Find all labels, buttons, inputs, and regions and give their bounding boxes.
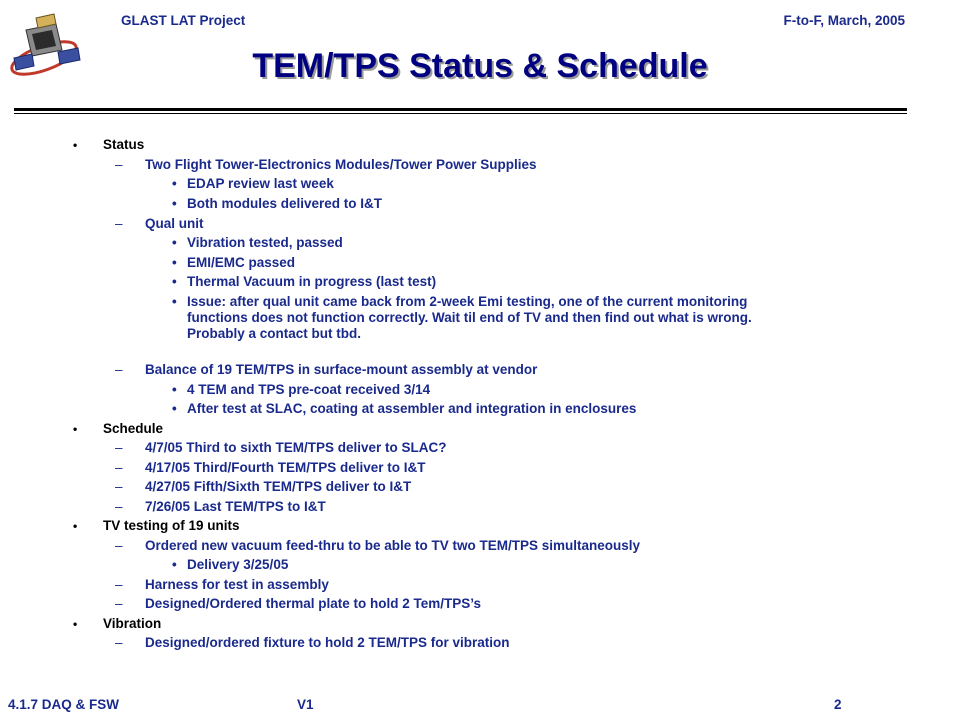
bullet-marker: • xyxy=(172,274,177,289)
outline-subsubitem xyxy=(172,255,296,271)
outline-text: 4/17/05 Third/Fourth TEM/TPS deliver to I&T xyxy=(145,460,426,475)
outline-text: Delivery 3/25/05 xyxy=(187,557,289,572)
outline-text: 4 TEM and TPS pre-coat received 3/14 xyxy=(187,382,431,397)
dash-marker: – xyxy=(115,362,123,377)
outline-text: 4/27/05 Fifth/Sixth TEM/TPS deliver to I&T xyxy=(145,479,412,494)
outline-item xyxy=(73,137,145,153)
outline-text: EDAP review last week xyxy=(187,176,334,191)
outline-text: 4/7/05 Third to sixth TEM/TPS deliver to SLAC? xyxy=(145,440,447,455)
bullet-marker: • xyxy=(172,401,177,416)
bullet-marker: • xyxy=(172,557,177,572)
outline-subsubitem xyxy=(172,235,343,251)
bullet-marker: • xyxy=(172,176,177,191)
outline-subitem xyxy=(115,596,482,612)
bullet-marker: • xyxy=(172,196,177,211)
outline-text: Status xyxy=(103,137,145,152)
outline-subitem xyxy=(115,460,426,476)
bullet-marker: • xyxy=(172,255,177,270)
outline-subitem xyxy=(115,362,538,378)
outline-text: Vibration tested, passed xyxy=(187,235,343,250)
outline-text: functions does not function correctly. Wait til end of TV and then find out what is wrong. xyxy=(187,310,752,325)
outline-text: After test at SLAC, coating at assembler and integration in enclosures xyxy=(187,401,637,416)
dash-marker: – xyxy=(115,479,123,494)
outline-text: Both modules delivered to I&T xyxy=(187,196,383,211)
bullet-marker: • xyxy=(73,519,78,533)
slide-title: TEM/TPS Status & Schedule xyxy=(252,47,708,85)
outline-text: Probably a contact but tbd. xyxy=(187,326,362,341)
outline-text: EMI/EMC passed xyxy=(187,255,296,270)
dash-marker: – xyxy=(115,538,123,553)
footer-page-number: 2 xyxy=(834,697,842,712)
dash-marker: – xyxy=(115,635,123,650)
header-project: GLAST LAT Project xyxy=(121,13,246,28)
outline-subsubitem xyxy=(172,401,637,417)
outline-subsubitem xyxy=(172,557,289,573)
outline-text: Designed/ordered fixture to hold 2 TEM/TPS for vibration xyxy=(145,635,510,650)
outline-subitem xyxy=(115,538,641,554)
outline-subitem xyxy=(115,216,204,232)
outline-text: Two Flight Tower-Electronics Modules/Tower Power Supplies xyxy=(145,157,537,172)
outline-text: Balance of 19 TEM/TPS in surface-mount assembly at vendor xyxy=(145,362,538,377)
bullet-marker: • xyxy=(73,138,78,152)
footer-version: V1 xyxy=(297,697,314,712)
outline-text: Ordered new vacuum feed-thru to be able to TV two TEM/TPS simultaneously xyxy=(145,538,641,553)
outline-text: Issue: after qual unit came back from 2-week Emi testing, one of the current monitoring xyxy=(187,294,748,309)
outline-text: Qual unit xyxy=(145,216,204,231)
bullet-marker: • xyxy=(73,617,78,631)
outline-subsubitem xyxy=(172,274,437,290)
dash-marker: – xyxy=(115,440,123,455)
outline-subitem xyxy=(115,479,412,495)
dash-marker: – xyxy=(115,499,123,514)
outline-item xyxy=(73,518,240,534)
outline-subitem xyxy=(115,635,510,651)
outline-text: Vibration xyxy=(103,616,162,631)
outline-subsubitem xyxy=(172,176,334,192)
bullet-marker: • xyxy=(172,382,177,397)
outline-text: Harness for test in assembly xyxy=(145,577,329,592)
dash-marker: – xyxy=(115,157,123,172)
outline-text: 7/26/05 Last TEM/TPS to I&T xyxy=(145,499,326,514)
outline-text: Designed/Ordered thermal plate to hold 2 Tem/TPS’s xyxy=(145,596,482,611)
outline-subsubitem xyxy=(187,326,361,342)
outline-item xyxy=(73,421,164,437)
outline-text: Thermal Vacuum in progress (last test) xyxy=(187,274,437,289)
outline-text: Schedule xyxy=(103,421,164,436)
outline-subitem xyxy=(115,577,329,593)
header-date: F-to-F, March, 2005 xyxy=(783,13,905,28)
dash-marker: – xyxy=(115,216,123,231)
bullet-marker: • xyxy=(172,235,177,250)
outline-subitem xyxy=(115,440,447,456)
bullet-marker: • xyxy=(73,422,78,436)
outline-subitem xyxy=(115,157,537,173)
dash-marker: – xyxy=(115,596,123,611)
outline-subsubitem xyxy=(187,310,752,326)
bullet-marker: • xyxy=(172,294,177,309)
dash-marker: – xyxy=(115,577,123,592)
outline-subsubitem xyxy=(172,196,383,212)
outline-item xyxy=(73,616,162,632)
footer-section: 4.1.7 DAQ & FSW xyxy=(8,697,120,712)
dash-marker: – xyxy=(115,460,123,475)
outline-subitem xyxy=(115,499,326,515)
outline-subsubitem xyxy=(172,294,748,310)
outline-text: TV testing of 19 units xyxy=(103,518,240,533)
outline-subsubitem xyxy=(172,382,431,398)
